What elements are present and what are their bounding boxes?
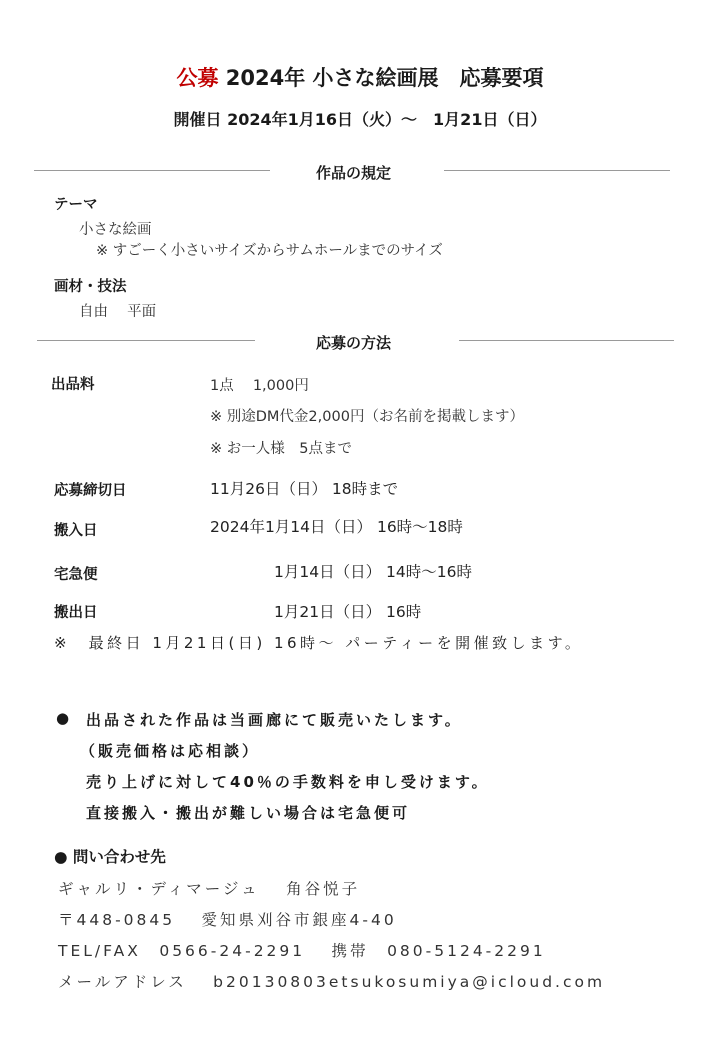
- contact-email[interactable]: メールアドレス b20130803etsukosumiya@icloud.com: [58, 973, 606, 991]
- event-dates: 開催日 2024年1月16日（火）～ 1月21日（日）: [173, 110, 547, 129]
- contact-gallery: ギャルリ・ディマージュ 角谷悦子: [58, 880, 361, 898]
- delivery-out-label: 搬出日: [54, 605, 98, 621]
- courier-label: 宅急便: [54, 567, 98, 583]
- contact-heading: ● 問い合わせ先: [54, 848, 166, 866]
- delivery-in-value: 2024年1月14日（日） 16時～18時: [210, 518, 463, 536]
- apply-rule-left: [37, 340, 255, 341]
- theme-label: テーマ: [54, 197, 98, 213]
- courier-value: 1月14日（日） 14時～16時: [274, 563, 472, 581]
- apply-rule-right: [459, 340, 674, 341]
- rules-rule-right: [444, 170, 670, 171]
- sales-line-1: 出品された作品は当画廊にて販売いたします。: [86, 711, 463, 729]
- deadline-value: 11月26日（日） 18時まで: [210, 480, 399, 498]
- rules-rule-left: [34, 170, 270, 171]
- delivery-in-label: 搬入日: [54, 523, 98, 539]
- contact-address: 〒448-0845 愛知県刈谷市銀座4-40: [58, 911, 397, 929]
- delivery-out-value: 1月21日（日） 16時: [274, 603, 422, 621]
- fee-note-dm: ※ 別途DM代金2,000円（お名前を掲載します）: [210, 409, 524, 425]
- sales-line-2: （販売価格は応相談）: [80, 742, 261, 760]
- fee-label: 出品料: [51, 377, 95, 393]
- sales-line-4: 直接搬入・搬出が難しい場合は宅急便可: [86, 804, 411, 822]
- medium-value: 自由 平面: [79, 304, 157, 320]
- fee-value: 1点 1,000円: [210, 378, 309, 394]
- apply-heading: 応募の方法: [316, 334, 392, 352]
- theme-value: 小さな絵画: [79, 222, 152, 238]
- page-title: [0, 62, 720, 92]
- theme-note: ※ すごーく小さいサイズからサムホールまでのサイズ: [96, 243, 443, 259]
- contact-phone: TEL/FAX 0566-24-2291 携帯 080-5124-2291: [58, 942, 546, 960]
- rules-heading: 作品の規定: [316, 164, 392, 182]
- deadline-label: 応募締切日: [54, 483, 127, 499]
- title-text: 2024年 小さな絵画展 応募要項: [225, 66, 544, 90]
- title-accent: 公募: [176, 66, 219, 90]
- party-note: ※ 最終日 1月21日(日) 16時～ パーティーを開催致します。: [54, 634, 584, 652]
- medium-label: 画材・技法: [54, 279, 127, 295]
- bullet-icon: ●: [56, 709, 70, 727]
- fee-note-limit: ※ お一人様 5点まで: [210, 441, 352, 457]
- sales-line-3: 売り上げに対して40％の手数料を申し受けます。: [86, 773, 490, 791]
